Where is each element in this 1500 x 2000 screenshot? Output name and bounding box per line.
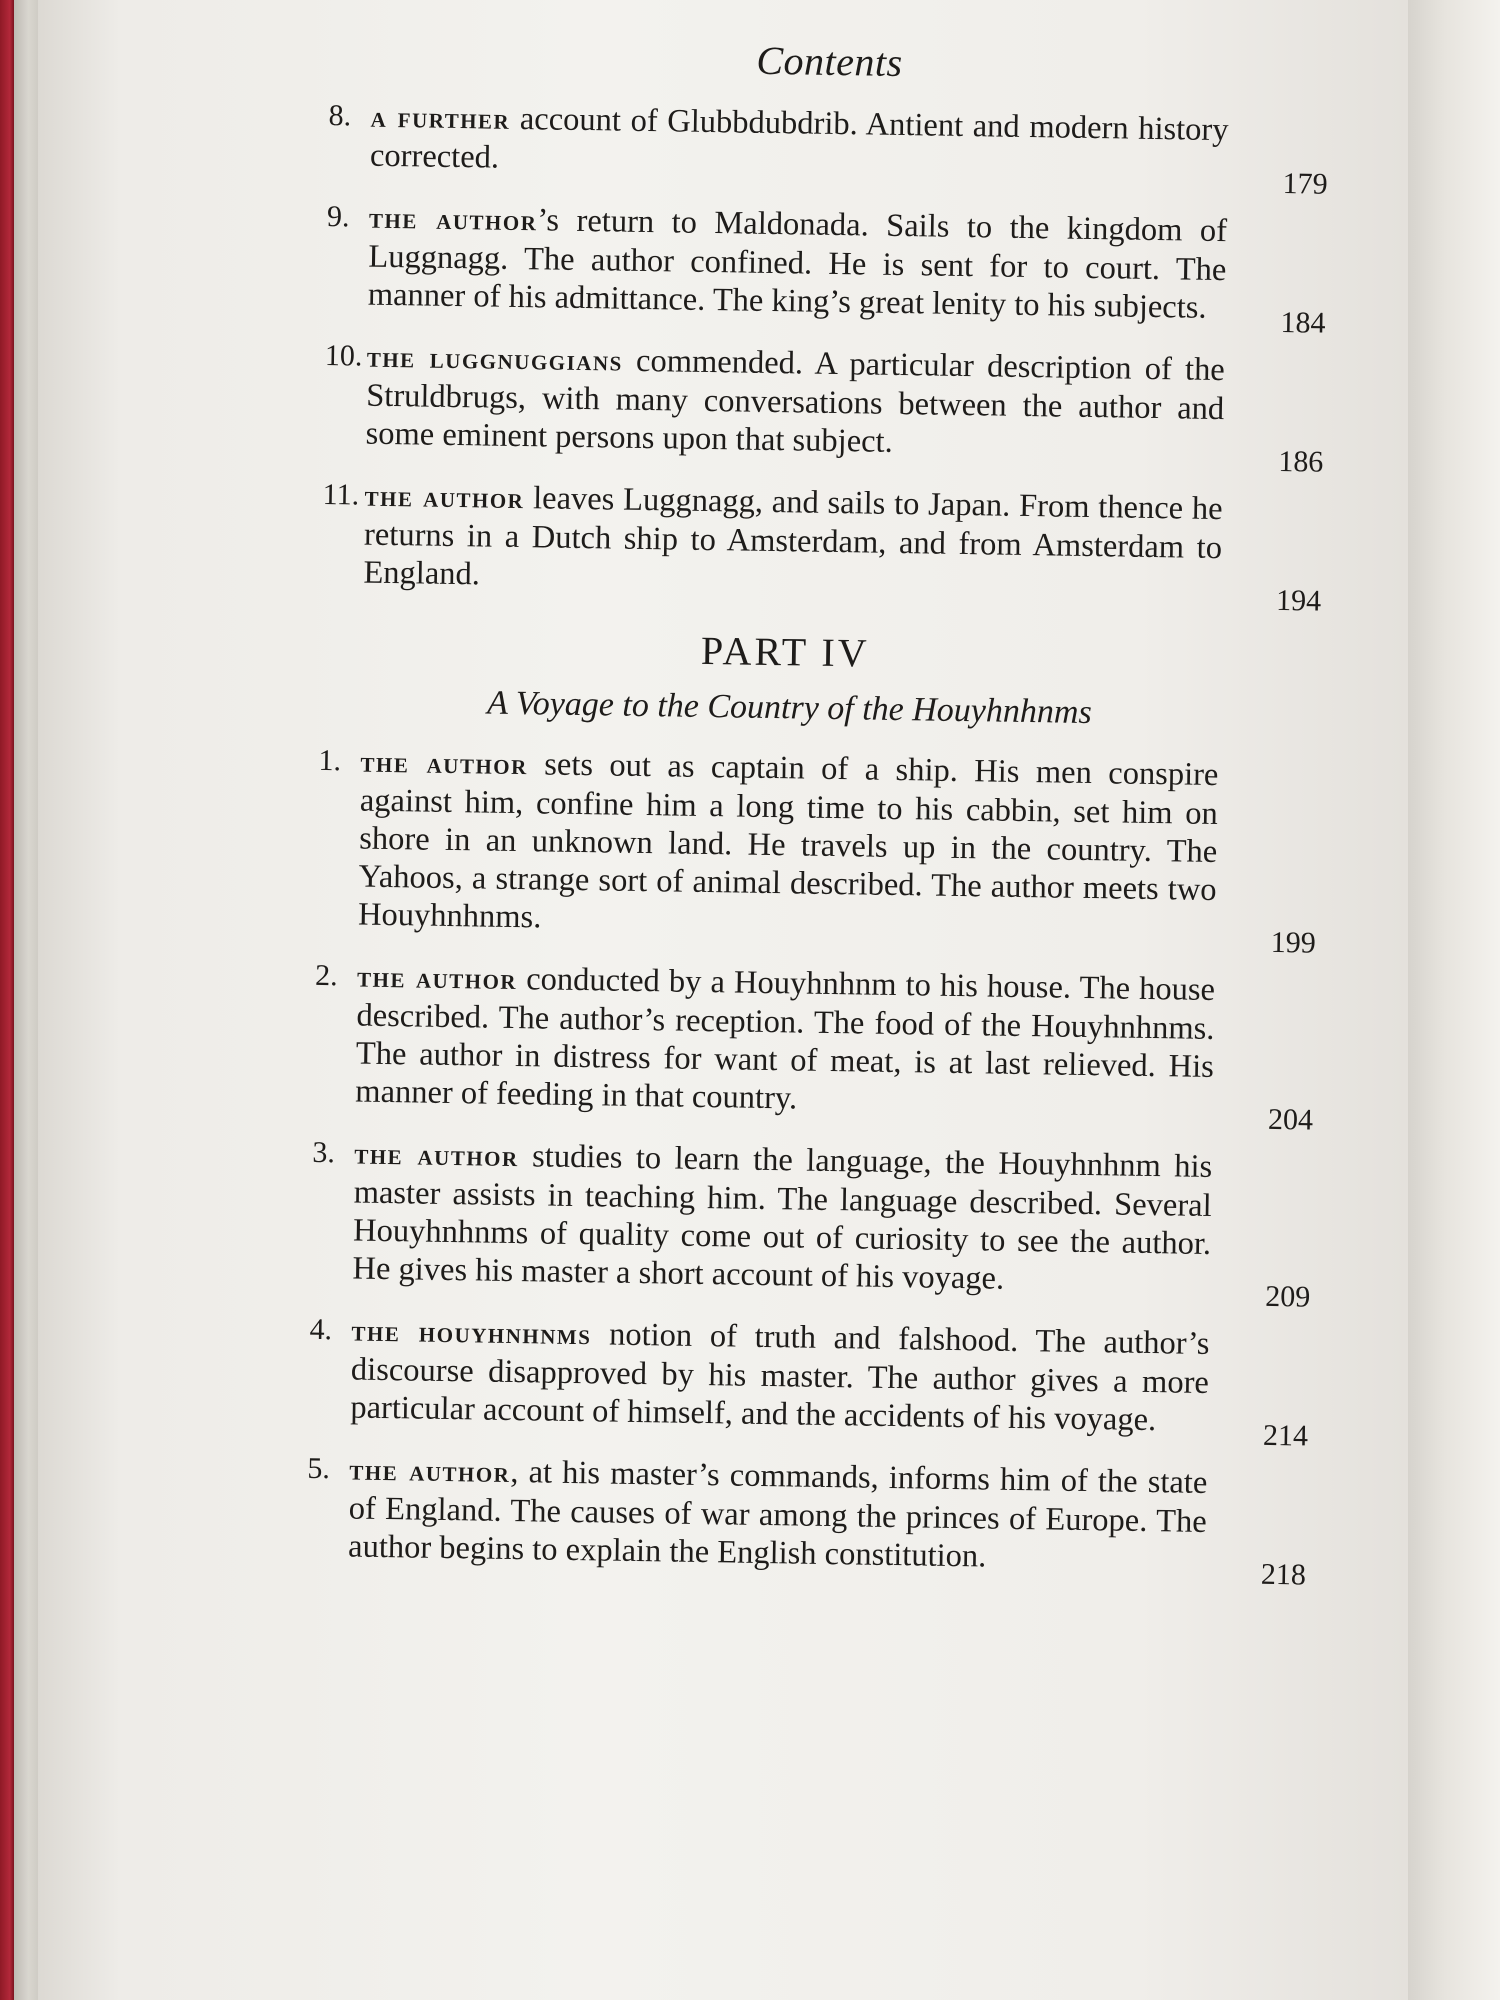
chapter-summary: leaves Luggnagg, and sails to Japan. From thence he returns in a Dutch ship to Amsterdam, and from Amsterdam to England. bbox=[363, 480, 1223, 593]
contents-text-block bbox=[306, 30, 1330, 1605]
chapter-lead-words: the author bbox=[354, 1137, 519, 1174]
chapter-number: 9. bbox=[326, 199, 350, 234]
contents-entry bbox=[308, 1311, 1310, 1453]
page-fore-edge bbox=[1408, 0, 1500, 2000]
chapter-number: 5. bbox=[307, 1451, 331, 1486]
contents-entry bbox=[306, 1450, 1308, 1592]
page-gutter bbox=[14, 0, 38, 2000]
chapter-summary: notion of truth and falshood. The author’s discourse disapproved by his master. The author gives a more particular account of himself, and the accidents of his voyage. bbox=[350, 1316, 1210, 1439]
chapter-number: 3. bbox=[312, 1135, 336, 1170]
page-number: 184 bbox=[1280, 305, 1326, 340]
chapter-lead-words: the author bbox=[349, 1453, 511, 1490]
chapter-summary: account of Glubbdubdrib. Antient and modern history corrected. bbox=[369, 100, 1229, 176]
part-heading: PART IV bbox=[700, 627, 870, 676]
contents-entry bbox=[316, 742, 1319, 960]
chapter-summary: sets out as captain of a ship. His men conspire against him, confine him a long time to his cabbin, set him on shore in an unknown land. He travels up in the country. The Yahoos, a strange sort of animal described. The author meets two Houyhnhnms. bbox=[357, 746, 1219, 936]
page-number: 204 bbox=[1267, 1102, 1314, 1137]
chapter-lead-words: the author bbox=[356, 960, 518, 997]
page-number: 218 bbox=[1260, 1557, 1307, 1592]
chapter-summary: , at his master’s commands, informs him of the state of England. The causes of war among the princes of Europe. The author begins to explain the English constitution. bbox=[347, 1454, 1208, 1575]
contents-entry bbox=[326, 198, 1328, 340]
part-subtitle: A Voyage to the Country of the Houyhnhnms bbox=[486, 684, 1093, 732]
contents-entry bbox=[323, 337, 1325, 479]
chapter-number: 1. bbox=[318, 743, 342, 778]
contents-entry bbox=[313, 957, 1315, 1137]
page-number: 214 bbox=[1262, 1418, 1309, 1453]
page-number: 186 bbox=[1278, 444, 1324, 479]
chapter-lead-words: the author bbox=[360, 745, 529, 782]
chapter-lead-words: the author bbox=[368, 201, 538, 238]
chapter-number: 8. bbox=[328, 98, 352, 133]
part-3-entries bbox=[321, 97, 1329, 618]
chapter-number: 11. bbox=[322, 477, 360, 512]
contents-entry bbox=[321, 476, 1323, 618]
contents-entry bbox=[328, 97, 1329, 201]
chapter-number: 2. bbox=[314, 958, 338, 993]
page-number: 179 bbox=[1282, 166, 1328, 201]
chapter-lead-words: a further bbox=[370, 100, 511, 136]
chapter-number: 4. bbox=[309, 1312, 333, 1347]
chapter-number: 10. bbox=[324, 338, 363, 373]
running-head: Contents bbox=[756, 37, 904, 85]
chapter-summary: conducted by a Houyhnhnm to his house. The house described. The author’s reception. The food of the Houyhnhnms. The author in distress for want of meat, is at last relieved. His manner of feeding in that country. bbox=[355, 961, 1216, 1117]
chapter-lead-words: the author bbox=[364, 479, 525, 516]
page-number: 194 bbox=[1275, 583, 1322, 618]
chapter-summary: ’s return to Maldonada. Sails to the kingdom of Luggnagg. The author confined. He is sent for to court. The manner of his admittance. The king’s great lenity to his subjects. bbox=[367, 202, 1228, 326]
part-4-entries bbox=[306, 742, 1319, 1592]
chapter-lead-words: the houyhnhnms bbox=[351, 1314, 592, 1352]
book-cover-edge bbox=[0, 0, 14, 2000]
contents-entry bbox=[310, 1134, 1312, 1314]
chapter-summary: studies to learn the language, the Houyhnhnm his master assists in teaching him. The language described. Several Houyhnhnms of quality come out of curiosity to see the author. He gives his master a short account of his voyage. bbox=[352, 1138, 1213, 1297]
page-number: 209 bbox=[1264, 1279, 1311, 1314]
chapter-summary: commended. A particular description of the Struldbrugs, with many conversations between the author and some eminent persons upon that subject. bbox=[365, 342, 1226, 460]
page-number: 199 bbox=[1270, 925, 1317, 960]
chapter-lead-words: the luggnuggians bbox=[366, 340, 624, 378]
